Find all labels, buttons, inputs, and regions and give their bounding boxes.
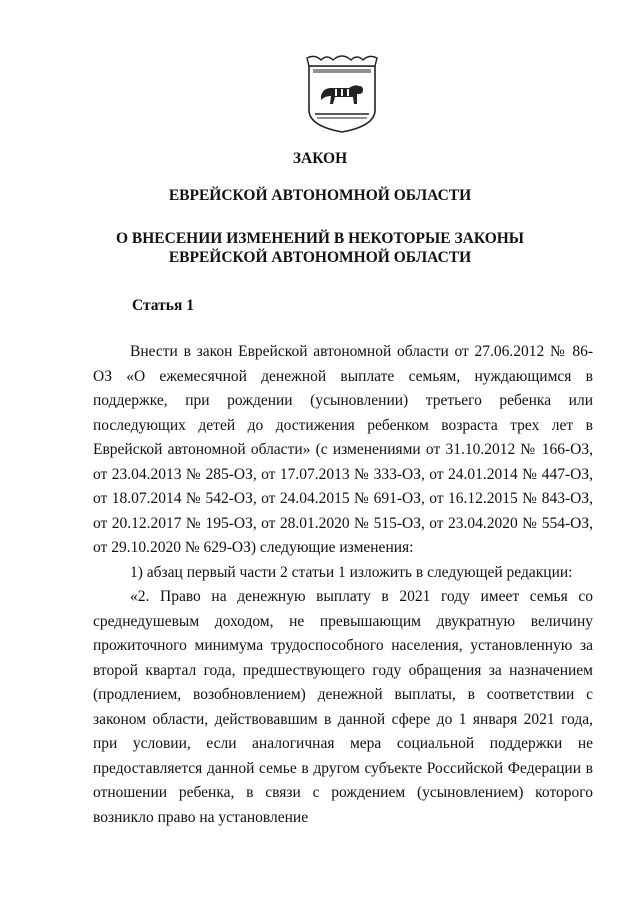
coat-of-arms-icon — [305, 52, 379, 134]
article-body — [93, 340, 593, 830]
law-subject-line-2: ЕВРЕЙСКОЙ АВТОНОМНОЙ ОБЛАСТИ — [168, 249, 472, 266]
law-subject-title — [0, 229, 640, 267]
document-type-title: ЗАКОН — [292, 150, 348, 167]
region-title: ЕВРЕЙСКОЙ АВТОНОМНОЙ ОБЛАСТИ — [168, 187, 472, 204]
article-title: Статья 1 — [132, 297, 194, 314]
law-subject-line-1: О ВНЕСЕНИИ ИЗМЕНЕНИЙ В НЕКОТОРЫЕ ЗАКОНЫ — [115, 230, 525, 247]
article-intro-paragraph: Внести в закон Еврейской автономной области от 27.06.2012 № 86-ОЗ «О ежемесячной денежной выплате семьям, нуждающимся в поддержке, при рождении (усыновлении) третьего ребенка или последующих детей до достижения ребенком возраста трех лет в Еврейской автономной области» (с изменениями от 31.10.2012 № 166-ОЗ, от 23.04.2013 № 285-ОЗ, от 17.07.2013 № 333-ОЗ, от 24.01.2014 № 447-ОЗ, от 18.07.2014 № 542-ОЗ, от 24.04.2015 № 691-ОЗ, от 16.12.2015 № 843-ОЗ, от 20.12.2017 № 195-ОЗ, от 28.01.2020 № 515-ОЗ, от 23.04.2020 № 554-ОЗ, от 29.10.2020 № 629-ОЗ) следующие изменения: — [93, 343, 593, 556]
amendment-quote-paragraph: «2. Право на денежную выплату в 2021 году имеет семья со среднедушевым доходом, не превышающим двукратную величину прожиточного минимума трудоспособного населения, установленную за второй квартал года, предшествующего году обращения за назначением (продлением, возобновлением) денежной выплаты, в соответствии с законом области, действовавшим в данной сфере до 1 января 2021 года, при условии, если аналогичная мера социальной поддержки не предоставляется данной семье в другом субъекте Российской Федерации в отношении ребенка, в связи с рождением (усыновлением) которого возникло право на установление — [93, 588, 593, 826]
amendment-item-1: 1) абзац первый части 2 статьи 1 изложить в следующей редакции: — [130, 563, 573, 581]
